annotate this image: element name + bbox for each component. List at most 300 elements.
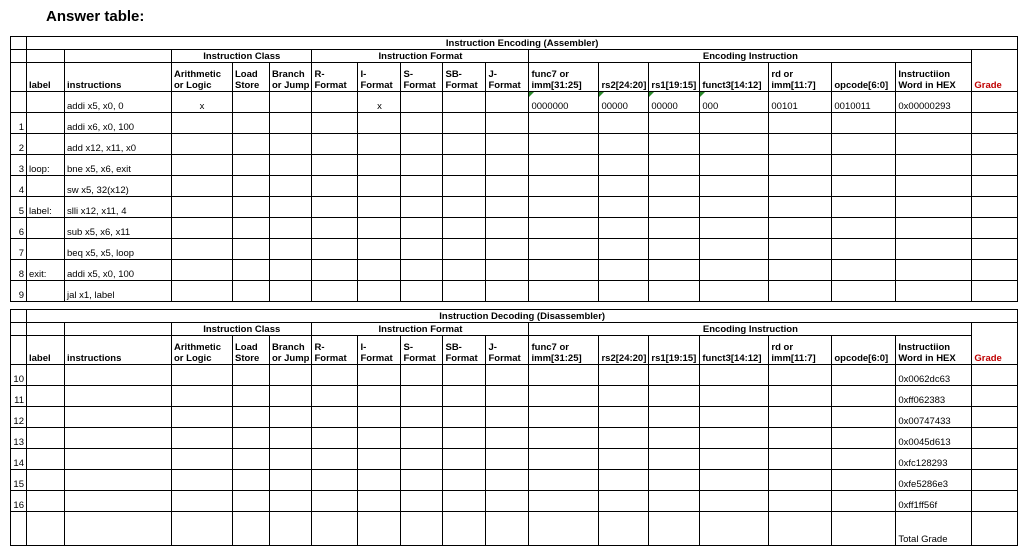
answer-cell[interactable] <box>700 281 769 302</box>
answer-cell[interactable] <box>358 491 401 512</box>
answer-cell[interactable] <box>312 155 358 176</box>
answer-cell[interactable] <box>233 176 270 197</box>
cell-rs1[interactable]: 00000 <box>649 92 700 113</box>
answer-cell[interactable] <box>832 428 896 449</box>
answer-cell[interactable] <box>312 428 358 449</box>
cell-grade[interactable] <box>972 365 1018 386</box>
answer-cell[interactable] <box>896 281 972 302</box>
answer-cell[interactable] <box>599 218 649 239</box>
answer-cell[interactable] <box>172 470 233 491</box>
answer-cell[interactable] <box>486 239 529 260</box>
answer-cell[interactable] <box>233 197 270 218</box>
answer-cell[interactable] <box>358 218 401 239</box>
answer-cell[interactable] <box>529 365 599 386</box>
answer-cell[interactable] <box>649 428 700 449</box>
answer-cell[interactable] <box>172 197 233 218</box>
answer-cell[interactable] <box>233 260 270 281</box>
answer-cell[interactable] <box>401 260 443 281</box>
answer-cell[interactable] <box>529 134 599 155</box>
answer-cell[interactable] <box>270 491 312 512</box>
answer-cell[interactable] <box>529 239 599 260</box>
answer-cell[interactable] <box>529 428 599 449</box>
answer-cell[interactable] <box>769 197 832 218</box>
blank-cell[interactable] <box>832 512 896 546</box>
answer-cell[interactable] <box>832 491 896 512</box>
total-grade-cell[interactable] <box>972 512 1018 546</box>
answer-cell[interactable] <box>401 134 443 155</box>
answer-cell[interactable] <box>649 176 700 197</box>
answer-cell[interactable] <box>769 428 832 449</box>
answer-cell[interactable] <box>700 113 769 134</box>
cell-sf[interactable] <box>401 92 443 113</box>
answer-cell[interactable] <box>401 239 443 260</box>
answer-cell[interactable] <box>172 386 233 407</box>
blank-cell[interactable] <box>599 512 649 546</box>
answer-cell[interactable] <box>972 281 1018 302</box>
answer-cell[interactable] <box>312 449 358 470</box>
answer-cell[interactable] <box>401 197 443 218</box>
answer-cell[interactable] <box>529 386 599 407</box>
answer-cell[interactable] <box>233 281 270 302</box>
answer-cell[interactable] <box>270 449 312 470</box>
answer-cell[interactable] <box>972 155 1018 176</box>
answer-cell[interactable] <box>896 134 972 155</box>
answer-cell[interactable] <box>486 386 529 407</box>
answer-cell[interactable] <box>358 470 401 491</box>
cell-load[interactable] <box>233 92 270 113</box>
answer-cell[interactable] <box>312 281 358 302</box>
answer-cell[interactable] <box>401 113 443 134</box>
answer-cell[interactable] <box>700 386 769 407</box>
answer-cell[interactable] <box>700 134 769 155</box>
col-load: Load Store <box>233 63 270 92</box>
answer-cell[interactable] <box>358 239 401 260</box>
answer-cell[interactable] <box>599 470 649 491</box>
answer-cell[interactable] <box>172 407 233 428</box>
answer-cell[interactable] <box>599 113 649 134</box>
answer-cell[interactable] <box>972 260 1018 281</box>
answer-cell[interactable] <box>312 491 358 512</box>
answer-cell[interactable] <box>358 407 401 428</box>
answer-cell[interactable] <box>312 218 358 239</box>
col-funct3: funct3[14:12] <box>700 336 769 365</box>
answer-cell[interactable] <box>599 197 649 218</box>
answer-cell[interactable] <box>700 260 769 281</box>
answer-cell[interactable] <box>599 428 649 449</box>
answer-cell[interactable] <box>769 218 832 239</box>
answer-cell[interactable] <box>832 134 896 155</box>
answer-cell[interactable] <box>599 239 649 260</box>
cell-rs2[interactable]: 00000 <box>599 92 649 113</box>
answer-cell[interactable] <box>972 113 1018 134</box>
label-cell[interactable] <box>27 428 65 449</box>
answer-cell[interactable] <box>832 197 896 218</box>
answer-cell[interactable] <box>233 407 270 428</box>
instruction-cell[interactable] <box>65 386 172 407</box>
answer-cell[interactable] <box>486 197 529 218</box>
answer-cell[interactable] <box>358 134 401 155</box>
answer-cell[interactable] <box>270 197 312 218</box>
answer-cell[interactable] <box>233 134 270 155</box>
answer-cell[interactable] <box>649 386 700 407</box>
answer-cell[interactable] <box>270 281 312 302</box>
answer-cell[interactable] <box>896 260 972 281</box>
cell-rf[interactable] <box>312 92 358 113</box>
answer-cell[interactable] <box>599 281 649 302</box>
label-cell[interactable] <box>27 470 65 491</box>
answer-cell[interactable] <box>312 386 358 407</box>
answer-cell[interactable] <box>358 176 401 197</box>
answer-cell[interactable] <box>649 281 700 302</box>
answer-cell[interactable] <box>832 365 896 386</box>
answer-cell[interactable] <box>172 365 233 386</box>
answer-cell[interactable] <box>700 428 769 449</box>
cell-grade[interactable] <box>972 92 1018 113</box>
blank-cell[interactable] <box>443 512 486 546</box>
answer-cell[interactable] <box>769 365 832 386</box>
answer-cell[interactable] <box>270 260 312 281</box>
answer-cell[interactable] <box>358 260 401 281</box>
answer-cell[interactable] <box>700 470 769 491</box>
answer-cell[interactable] <box>443 428 486 449</box>
answer-cell[interactable] <box>529 281 599 302</box>
answer-cell[interactable] <box>486 113 529 134</box>
instruction-cell[interactable] <box>65 407 172 428</box>
answer-cell[interactable] <box>832 218 896 239</box>
answer-cell[interactable] <box>358 449 401 470</box>
answer-cell[interactable] <box>401 155 443 176</box>
cell-grade[interactable] <box>972 407 1018 428</box>
cell-funct3[interactable]: 000 <box>700 92 769 113</box>
answer-cell[interactable] <box>270 365 312 386</box>
answer-cell[interactable] <box>529 197 599 218</box>
answer-cell[interactable] <box>972 239 1018 260</box>
answer-cell[interactable] <box>443 491 486 512</box>
answer-cell[interactable] <box>172 449 233 470</box>
answer-cell[interactable] <box>312 407 358 428</box>
instruction-cell[interactable] <box>65 428 172 449</box>
answer-cell[interactable] <box>599 134 649 155</box>
answer-cell[interactable] <box>270 113 312 134</box>
instruction-cell[interactable] <box>65 365 172 386</box>
answer-cell[interactable] <box>769 386 832 407</box>
answer-cell[interactable] <box>529 218 599 239</box>
answer-cell[interactable] <box>896 197 972 218</box>
answer-cell[interactable] <box>649 155 700 176</box>
answer-cell[interactable] <box>832 113 896 134</box>
answer-cell[interactable] <box>599 155 649 176</box>
answer-cell[interactable] <box>896 239 972 260</box>
answer-cell[interactable] <box>486 281 529 302</box>
cell-branch[interactable] <box>270 92 312 113</box>
answer-cell[interactable] <box>529 260 599 281</box>
cell-jf[interactable] <box>486 92 529 113</box>
answer-cell[interactable] <box>270 218 312 239</box>
answer-cell[interactable] <box>443 281 486 302</box>
instruction-cell[interactable] <box>65 470 172 491</box>
answer-cell[interactable] <box>649 491 700 512</box>
cell-if[interactable]: x <box>358 92 401 113</box>
instruction-cell[interactable] <box>65 491 172 512</box>
answer-cell[interactable] <box>832 407 896 428</box>
answer-cell[interactable] <box>700 155 769 176</box>
answer-cell[interactable] <box>832 176 896 197</box>
cell-grade[interactable] <box>972 491 1018 512</box>
blank-cell[interactable] <box>270 512 312 546</box>
answer-cell[interactable] <box>599 407 649 428</box>
answer-cell[interactable] <box>443 134 486 155</box>
answer-cell[interactable] <box>270 386 312 407</box>
answer-cell[interactable] <box>312 113 358 134</box>
blank-cell[interactable] <box>233 512 270 546</box>
blank-cell[interactable] <box>700 512 769 546</box>
answer-cell[interactable] <box>401 470 443 491</box>
answer-cell[interactable] <box>312 197 358 218</box>
answer-cell[interactable] <box>649 113 700 134</box>
answer-cell[interactable] <box>312 260 358 281</box>
blank-cell[interactable] <box>769 512 832 546</box>
corner-cell <box>11 37 27 50</box>
answer-cell[interactable] <box>599 365 649 386</box>
answer-cell[interactable] <box>832 470 896 491</box>
answer-cell[interactable] <box>599 176 649 197</box>
instruction-cell[interactable] <box>65 449 172 470</box>
answer-cell[interactable] <box>233 428 270 449</box>
answer-cell[interactable] <box>443 449 486 470</box>
answer-cell[interactable] <box>358 197 401 218</box>
answer-cell[interactable] <box>769 113 832 134</box>
answer-cell[interactable] <box>358 113 401 134</box>
blank-cell <box>11 63 27 92</box>
cell-sbf[interactable] <box>443 92 486 113</box>
label-cell[interactable] <box>27 386 65 407</box>
answer-cell[interactable] <box>443 260 486 281</box>
answer-cell[interactable] <box>401 281 443 302</box>
answer-cell[interactable] <box>769 260 832 281</box>
answer-cell[interactable] <box>401 449 443 470</box>
answer-cell[interactable] <box>312 365 358 386</box>
answer-cell[interactable] <box>443 113 486 134</box>
label-cell[interactable] <box>27 407 65 428</box>
answer-cell[interactable] <box>443 470 486 491</box>
answer-cell[interactable] <box>486 407 529 428</box>
answer-cell[interactable] <box>529 449 599 470</box>
answer-cell[interactable] <box>233 155 270 176</box>
answer-cell[interactable] <box>486 176 529 197</box>
answer-cell[interactable] <box>832 281 896 302</box>
answer-cell[interactable] <box>486 260 529 281</box>
blank-cell[interactable] <box>358 512 401 546</box>
answer-cell[interactable] <box>649 239 700 260</box>
answer-cell[interactable] <box>486 491 529 512</box>
answer-cell[interactable] <box>529 155 599 176</box>
answer-cell[interactable] <box>312 134 358 155</box>
answer-cell[interactable] <box>401 176 443 197</box>
answer-cell[interactable] <box>358 428 401 449</box>
answer-cell[interactable] <box>649 260 700 281</box>
cell-grade[interactable] <box>972 386 1018 407</box>
answer-cell[interactable] <box>529 407 599 428</box>
answer-cell[interactable] <box>649 470 700 491</box>
answer-cell[interactable] <box>649 407 700 428</box>
answer-cell[interactable] <box>233 470 270 491</box>
label-cell[interactable] <box>27 449 65 470</box>
answer-cell[interactable] <box>233 239 270 260</box>
answer-cell[interactable] <box>486 428 529 449</box>
answer-cell[interactable] <box>649 134 700 155</box>
answer-cell[interactable] <box>172 113 233 134</box>
answer-cell[interactable] <box>443 365 486 386</box>
answer-cell[interactable] <box>172 491 233 512</box>
answer-cell[interactable] <box>401 491 443 512</box>
answer-cell[interactable] <box>172 176 233 197</box>
answer-cell[interactable] <box>270 428 312 449</box>
answer-cell[interactable] <box>700 197 769 218</box>
answer-cell[interactable] <box>769 470 832 491</box>
answer-cell[interactable] <box>233 365 270 386</box>
answer-cell[interactable] <box>401 218 443 239</box>
answer-cell[interactable] <box>358 281 401 302</box>
blank-cell[interactable] <box>172 512 233 546</box>
answer-cell[interactable] <box>599 386 649 407</box>
answer-cell[interactable] <box>486 134 529 155</box>
answer-cell[interactable] <box>443 218 486 239</box>
answer-cell[interactable] <box>233 386 270 407</box>
answer-cell[interactable] <box>233 113 270 134</box>
answer-cell[interactable] <box>443 239 486 260</box>
answer-cell[interactable] <box>769 449 832 470</box>
answer-cell[interactable] <box>896 218 972 239</box>
answer-cell[interactable] <box>312 239 358 260</box>
answer-cell[interactable] <box>896 176 972 197</box>
answer-cell[interactable] <box>233 491 270 512</box>
label-cell[interactable] <box>27 92 65 113</box>
answer-cell[interactable] <box>832 449 896 470</box>
label-cell[interactable] <box>27 491 65 512</box>
blank-cell[interactable] <box>312 512 358 546</box>
answer-cell[interactable] <box>896 155 972 176</box>
answer-cell[interactable] <box>769 491 832 512</box>
answer-cell[interactable] <box>486 470 529 491</box>
answer-cell[interactable] <box>443 155 486 176</box>
answer-cell[interactable] <box>312 470 358 491</box>
answer-cell[interactable] <box>832 386 896 407</box>
cell-func7[interactable]: 0000000 <box>529 92 599 113</box>
answer-cell[interactable] <box>769 155 832 176</box>
answer-cell[interactable] <box>443 407 486 428</box>
answer-cell[interactable] <box>270 407 312 428</box>
answer-cell[interactable] <box>649 218 700 239</box>
cell-rd[interactable]: 00101 <box>769 92 832 113</box>
answer-cell[interactable] <box>312 176 358 197</box>
answer-cell[interactable] <box>443 176 486 197</box>
answer-cell[interactable] <box>700 176 769 197</box>
answer-cell[interactable] <box>832 155 896 176</box>
answer-cell[interactable] <box>270 155 312 176</box>
answer-cell[interactable] <box>486 218 529 239</box>
answer-cell[interactable] <box>972 218 1018 239</box>
answer-cell[interactable] <box>358 365 401 386</box>
answer-cell[interactable] <box>270 470 312 491</box>
answer-cell[interactable] <box>401 365 443 386</box>
blank-cell[interactable] <box>486 512 529 546</box>
cell-opcode[interactable]: 0010011 <box>832 92 896 113</box>
answer-cell[interactable] <box>769 239 832 260</box>
answer-cell[interactable] <box>769 407 832 428</box>
answer-cell[interactable] <box>172 260 233 281</box>
answer-cell[interactable] <box>233 449 270 470</box>
cell-grade[interactable] <box>972 428 1018 449</box>
answer-cell[interactable] <box>769 281 832 302</box>
answer-cell[interactable] <box>972 197 1018 218</box>
answer-cell[interactable] <box>769 134 832 155</box>
answer-cell[interactable] <box>270 176 312 197</box>
answer-cell[interactable] <box>649 449 700 470</box>
answer-cell[interactable] <box>599 491 649 512</box>
cell-arith[interactable]: x <box>172 92 233 113</box>
answer-cell[interactable] <box>486 155 529 176</box>
answer-cell[interactable] <box>172 239 233 260</box>
answer-cell[interactable] <box>832 260 896 281</box>
answer-cell[interactable] <box>358 155 401 176</box>
answer-cell[interactable] <box>529 176 599 197</box>
instruction-cell: beq x5, x5, loop <box>65 239 172 260</box>
answer-cell[interactable] <box>700 365 769 386</box>
answer-cell[interactable] <box>172 155 233 176</box>
answer-cell[interactable] <box>358 386 401 407</box>
answer-cell[interactable] <box>972 134 1018 155</box>
answer-cell[interactable] <box>443 197 486 218</box>
answer-cell[interactable] <box>172 428 233 449</box>
blank-cell[interactable] <box>401 512 443 546</box>
answer-cell[interactable] <box>700 449 769 470</box>
cell-grade[interactable] <box>972 449 1018 470</box>
label-cell[interactable] <box>27 365 65 386</box>
answer-cell[interactable] <box>700 218 769 239</box>
answer-cell[interactable] <box>972 176 1018 197</box>
answer-cell[interactable] <box>529 491 599 512</box>
answer-cell[interactable] <box>529 113 599 134</box>
answer-cell[interactable] <box>529 470 599 491</box>
answer-cell[interactable] <box>443 386 486 407</box>
answer-cell[interactable] <box>649 365 700 386</box>
answer-cell[interactable] <box>700 239 769 260</box>
answer-cell[interactable] <box>172 281 233 302</box>
answer-cell[interactable] <box>270 239 312 260</box>
answer-cell[interactable] <box>172 218 233 239</box>
blank-cell[interactable] <box>529 512 599 546</box>
answer-cell[interactable] <box>599 449 649 470</box>
answer-cell[interactable] <box>700 407 769 428</box>
answer-cell[interactable] <box>649 197 700 218</box>
answer-cell[interactable] <box>700 491 769 512</box>
cell-grade[interactable] <box>972 470 1018 491</box>
answer-cell[interactable] <box>401 386 443 407</box>
answer-cell[interactable] <box>896 113 972 134</box>
answer-cell[interactable] <box>401 428 443 449</box>
answer-cell[interactable] <box>172 134 233 155</box>
answer-cell[interactable] <box>401 407 443 428</box>
answer-cell[interactable] <box>270 134 312 155</box>
answer-cell[interactable] <box>599 260 649 281</box>
answer-cell[interactable] <box>832 239 896 260</box>
answer-cell[interactable] <box>769 176 832 197</box>
blank-cell[interactable] <box>649 512 700 546</box>
answer-cell[interactable] <box>233 218 270 239</box>
answer-cell[interactable] <box>486 365 529 386</box>
cell-hex[interactable]: 0x00000293 <box>896 92 972 113</box>
answer-cell[interactable] <box>486 449 529 470</box>
